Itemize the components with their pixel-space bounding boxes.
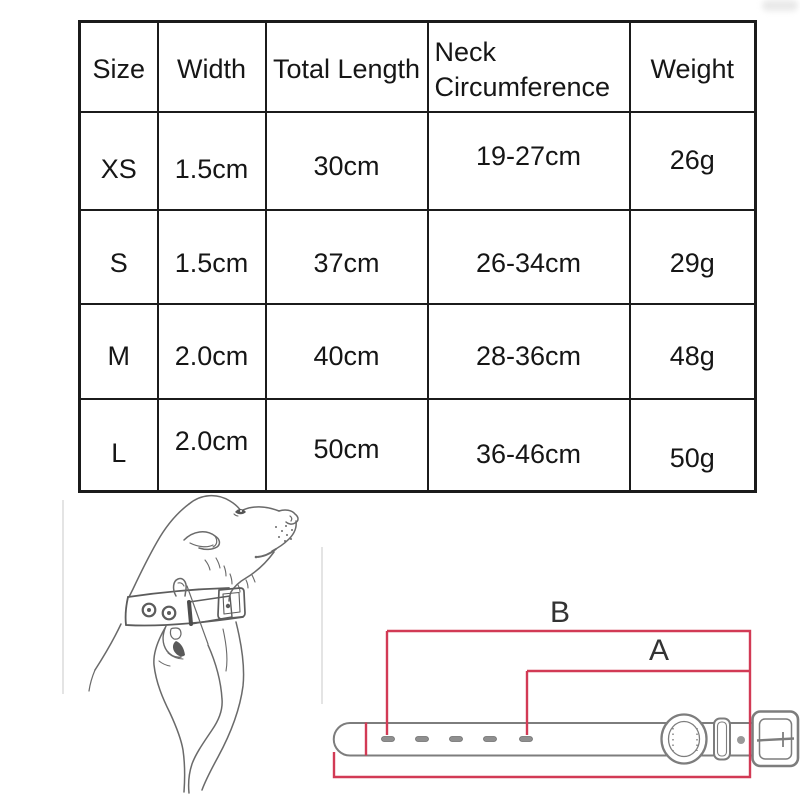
table-cell: 26g — [630, 112, 756, 210]
measurement-label-a: A — [649, 634, 670, 667]
table-cell: 28-36cm — [428, 304, 630, 399]
collar-buckle — [753, 712, 799, 767]
column-header-width: Width — [158, 22, 266, 112]
size-row-s — [80, 210, 756, 304]
table-header-row — [80, 22, 756, 112]
column-header-total-length: Total Length — [266, 22, 428, 112]
table-cell: 50g — [630, 399, 756, 492]
table-cell: 1.5cm — [158, 112, 266, 210]
size-table — [78, 20, 757, 493]
scan-smudge — [762, 0, 798, 11]
size-row-m — [80, 304, 756, 399]
table-cell: 48g — [630, 304, 756, 399]
table-cell: 1.5cm — [158, 210, 266, 304]
size-row-xs — [80, 112, 756, 210]
table-cell: 2.0cm — [158, 304, 266, 399]
column-header-size: Size — [80, 22, 158, 112]
table-cell: 26-34cm — [428, 210, 630, 304]
table-cell: 29g — [630, 210, 756, 304]
column-header-weight: Weight — [630, 22, 756, 112]
dog-collar-fit-illustration — [60, 490, 330, 800]
table-cell: 37cm — [266, 210, 428, 304]
table-cell: 19-27cm — [428, 112, 630, 210]
table-cell: XS — [80, 112, 158, 210]
dog-head-sketch — [89, 496, 298, 790]
collar-keeper — [714, 719, 730, 760]
table-cell: L — [80, 399, 158, 492]
table-cell: 36-46cm — [428, 399, 630, 492]
table-cell: 30cm — [266, 112, 428, 210]
table-cell: S — [80, 210, 158, 304]
table-cell: M — [80, 304, 158, 399]
table-cell: 2.0cm — [158, 399, 266, 492]
column-header-neck-circumference: Neck Circumference — [428, 22, 630, 112]
table-cell: 40cm — [266, 304, 428, 399]
whisker-dots — [275, 525, 293, 542]
size-table-container — [78, 20, 757, 493]
measurement-label-b: B — [550, 596, 571, 629]
collar-rivet — [737, 736, 745, 744]
collar-d-ring — [662, 715, 707, 764]
table-cell: 50cm — [266, 399, 428, 492]
size-row-l — [80, 399, 756, 492]
